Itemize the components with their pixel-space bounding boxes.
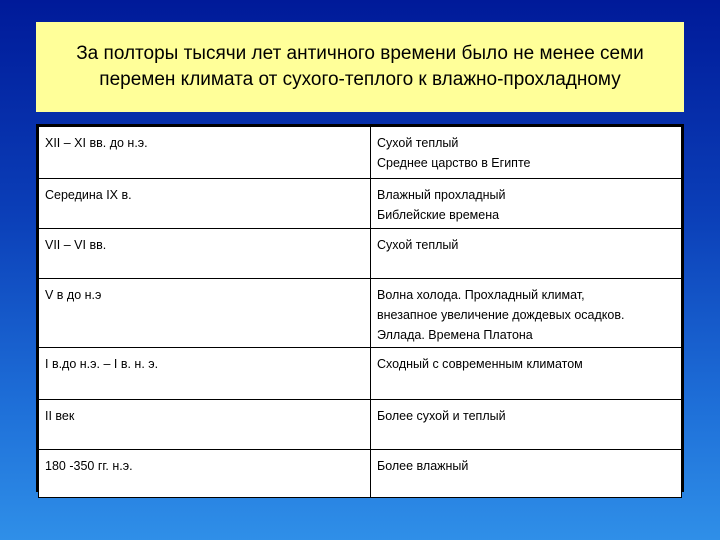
table-row [39, 229, 682, 279]
table-row [39, 400, 682, 450]
climate-cell [371, 400, 682, 450]
table-row [39, 348, 682, 400]
slide-title-line-1: За полторы тысячи лет античного времени было не менее семи [76, 43, 644, 64]
climate-cell [371, 127, 682, 179]
climate-line: Более сухой и теплый [377, 409, 506, 423]
table-row [39, 279, 682, 348]
climate-line: Волна холода. Прохладный климат, [377, 288, 585, 302]
climate-line: внезапное увеличение дождевых осадков. [377, 308, 625, 322]
climate-line: Более влажный [377, 459, 469, 473]
climate-line: Сухой теплый [377, 238, 459, 252]
period-cell: Середина IX в. [39, 179, 371, 229]
climate-line: Влажный прохладный [377, 188, 506, 202]
climate-cell [371, 348, 682, 400]
climate-table-grid [38, 126, 682, 498]
climate-table [36, 124, 684, 492]
climate-cell [371, 229, 682, 279]
table-row [39, 450, 682, 498]
table-row [39, 127, 682, 179]
climate-cell [371, 450, 682, 498]
climate-line: Сухой теплый [377, 136, 459, 150]
climate-cell [371, 279, 682, 348]
slide-title-line-2: перемен климата от сухого-теплого к влажно-прохладному [99, 69, 621, 90]
climate-line: Среднее царство в Египте [377, 156, 531, 170]
period-cell: II век [39, 400, 371, 450]
climate-line: Эллада. Времена Платона [377, 328, 533, 342]
slide-title [76, 41, 644, 93]
period-cell: 180 -350 гг. н.э. [39, 450, 371, 498]
period-cell: XII – XI вв. до н.э. [39, 127, 371, 179]
table-row [39, 179, 682, 229]
period-cell: I в.до н.э. – I в. н. э. [39, 348, 371, 400]
climate-cell [371, 179, 682, 229]
period-cell: V в до н.э [39, 279, 371, 348]
slide-title-box [36, 22, 684, 112]
period-cell: VII – VI вв. [39, 229, 371, 279]
climate-line: Сходный с современным климатом [377, 357, 583, 371]
climate-line: Библейские времена [377, 208, 500, 222]
